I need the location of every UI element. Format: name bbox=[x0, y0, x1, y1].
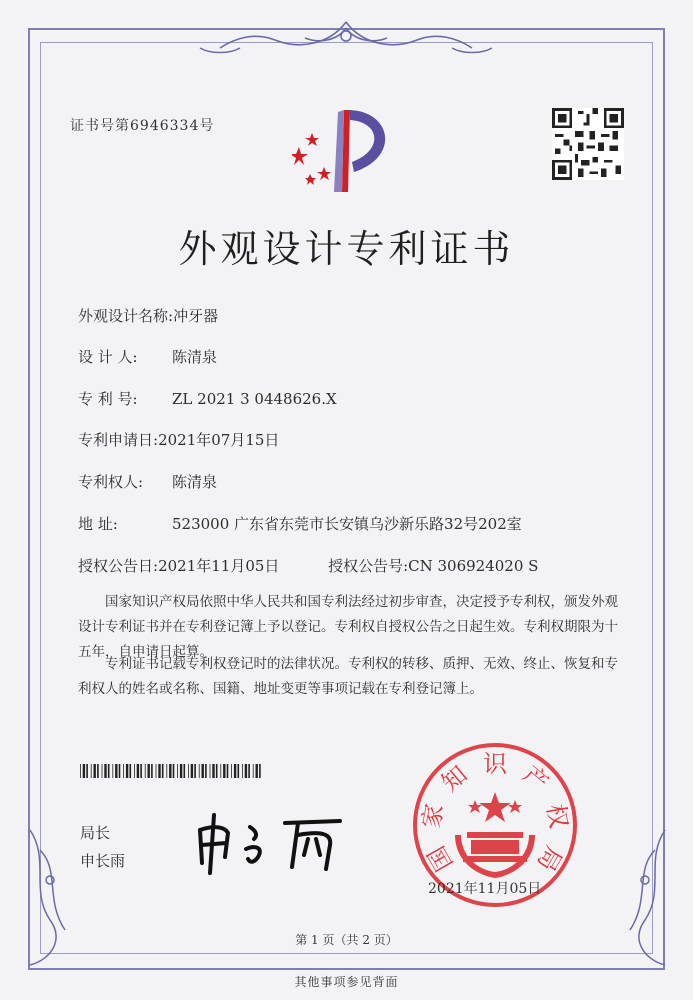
design-name-label: 外观设计名称: bbox=[78, 307, 174, 325]
qr-code-icon bbox=[552, 108, 624, 180]
patent-number-label: 专 利 号: bbox=[78, 390, 138, 408]
seal-text-char: 家 bbox=[417, 801, 449, 831]
patentee-label: 专利权人: bbox=[78, 473, 144, 491]
seal-text-char: 识 bbox=[483, 750, 507, 778]
application-date-label: 专利申请日: bbox=[78, 431, 159, 449]
seal-text-char: 局 bbox=[531, 841, 568, 876]
grant-date-field bbox=[78, 555, 538, 576]
grant-date-value: 2021年11月05日 bbox=[158, 557, 280, 575]
seal-text-char: 国 bbox=[422, 841, 459, 876]
seal-date: 2021年11月05日 bbox=[428, 881, 542, 897]
grant-statement-paragraph: 国家知识产权局依照中华人民共和国专利法经过初步审查，决定授予专利权，颁发外观设计专利证书并在专利登记簿上予以登记。专利权自授权公告之日起生效。专利权期限为十五年，自申请日起算。 bbox=[78, 594, 618, 660]
application-date-value: 2021年07月15日 bbox=[158, 431, 280, 449]
address-field bbox=[78, 513, 522, 534]
cnipa-logo-icon bbox=[292, 102, 402, 197]
seal-text-char: 产 bbox=[517, 760, 554, 798]
designer-value: 陈清泉 bbox=[172, 348, 218, 366]
grant-number-value: CN 306924020 S bbox=[408, 557, 539, 575]
patent-number-value: ZL 2021 3 0448626.X bbox=[172, 390, 337, 408]
patent-number-field bbox=[78, 388, 337, 409]
seal-text-char: 知 bbox=[436, 760, 473, 798]
address-value: 523000 广东省东莞市长安镇乌沙新乐路32号202室 bbox=[172, 515, 522, 533]
director-signature bbox=[180, 805, 350, 875]
grant-number-label: 授权公告号: bbox=[328, 557, 409, 575]
patentee-field bbox=[78, 471, 217, 492]
page-title: 外观设计专利证书 bbox=[178, 227, 515, 271]
design-name-value: 冲牙器 bbox=[173, 307, 219, 325]
design-name-field bbox=[78, 305, 218, 326]
patentee-value: 陈清泉 bbox=[172, 473, 218, 491]
seal-text-char: 权 bbox=[541, 801, 573, 831]
designer-label: 设 计 人: bbox=[78, 348, 138, 366]
director-title: 局长 bbox=[80, 824, 111, 842]
page-number: 第 1 页（共 2 页） bbox=[295, 933, 398, 947]
designer-field bbox=[78, 346, 217, 367]
director-name: 申长雨 bbox=[80, 852, 126, 870]
barcode-icon bbox=[80, 764, 262, 778]
address-label: 地 址: bbox=[78, 515, 118, 533]
legal-status-paragraph: 专利证书记载专利权登记时的法律状况。专利权的转移、质押、无效、终止、恢复和专利权人的姓名或名称、国籍、地址变更等事项记载在专利登记簿上。 bbox=[78, 656, 618, 697]
top-ornament-icon bbox=[180, 14, 513, 64]
footer-note: 其他事项参见背面 bbox=[294, 975, 399, 989]
certificate-number: 证书号第6946334号 bbox=[70, 118, 215, 134]
grant-date-label: 授权公告日: bbox=[78, 557, 159, 575]
application-date-field bbox=[78, 429, 279, 450]
